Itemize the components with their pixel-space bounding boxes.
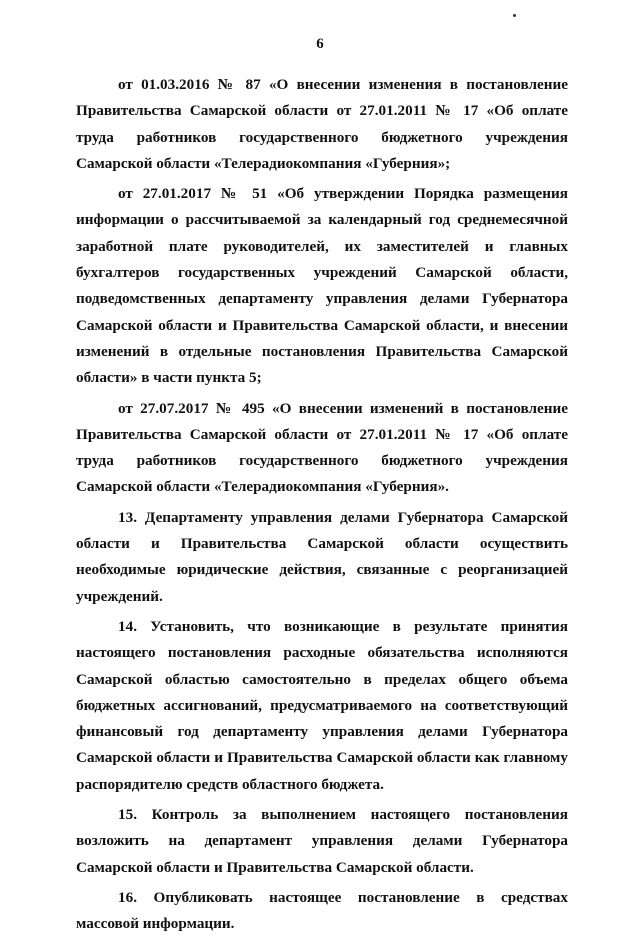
paragraph-resolution-51: от 27.01.2017 № 51 «Об утверждении Порядка размещения информации о рассчитываемой за календарный год среднемесячной заработной плате руководителей, их заместителей и главных бухгалтеров государственных учреждений Самарской области, подведомственных департаменту управления делами Губернатора Самарской области и Правительства Самарской области, и внесении изменений в отдельные постановления Правительства Самарской области» в части пункта 5; bbox=[76, 185, 568, 387]
paragraph-resolution-495: от 27.07.2017 № 495 «О внесении изменений в постановление Правительства Самарской области от 27.01.2011 № 17 «Об оплате труда работников государственного бюджетного учреждения Самарской области «Телерадиокомпания «Губерния». bbox=[76, 399, 568, 496]
scan-speck bbox=[513, 14, 516, 17]
document-body bbox=[76, 72, 568, 942]
paragraph-item-15: 15. Контроль за выполнением настоящего постановления возложить на департамент управления делами Губернатора Самарской области и Правительства Самарской области. bbox=[76, 806, 568, 876]
paragraph-item-14: 14. Установить, что возникающие в результате принятия настоящего постановления расходные обязательства исполняются Самарской областью самостоятельно в пределах общего объема бюджетных ассигнований, предусматриваемого на соответствующий финансовый год департаменту управления делами Губернатора Самарской области и Правительства Самарской области как главному распорядителю средств областного бюджета. bbox=[76, 617, 568, 793]
paragraph-item-13: 13. Департаменту управления делами Губернатора Самарской области и Правительства Самарской области осуществить необходимые юридические действия, связанные с реорганизацией учреждений. bbox=[76, 508, 568, 605]
paragraph-resolution-87: от 01.03.2016 № 87 «О внесении изменения в постановление Правительства Самарской области от 27.01.2011 № 17 «Об оплате труда работников государственного бюджетного учреждения Самарской области «Телерадиокомпания «Губерния»; bbox=[76, 76, 568, 172]
page-number: 6 bbox=[316, 36, 324, 52]
paragraph-item-16: 16. Опубликовать настоящее постановление в средствах массовой информации. bbox=[76, 888, 568, 933]
